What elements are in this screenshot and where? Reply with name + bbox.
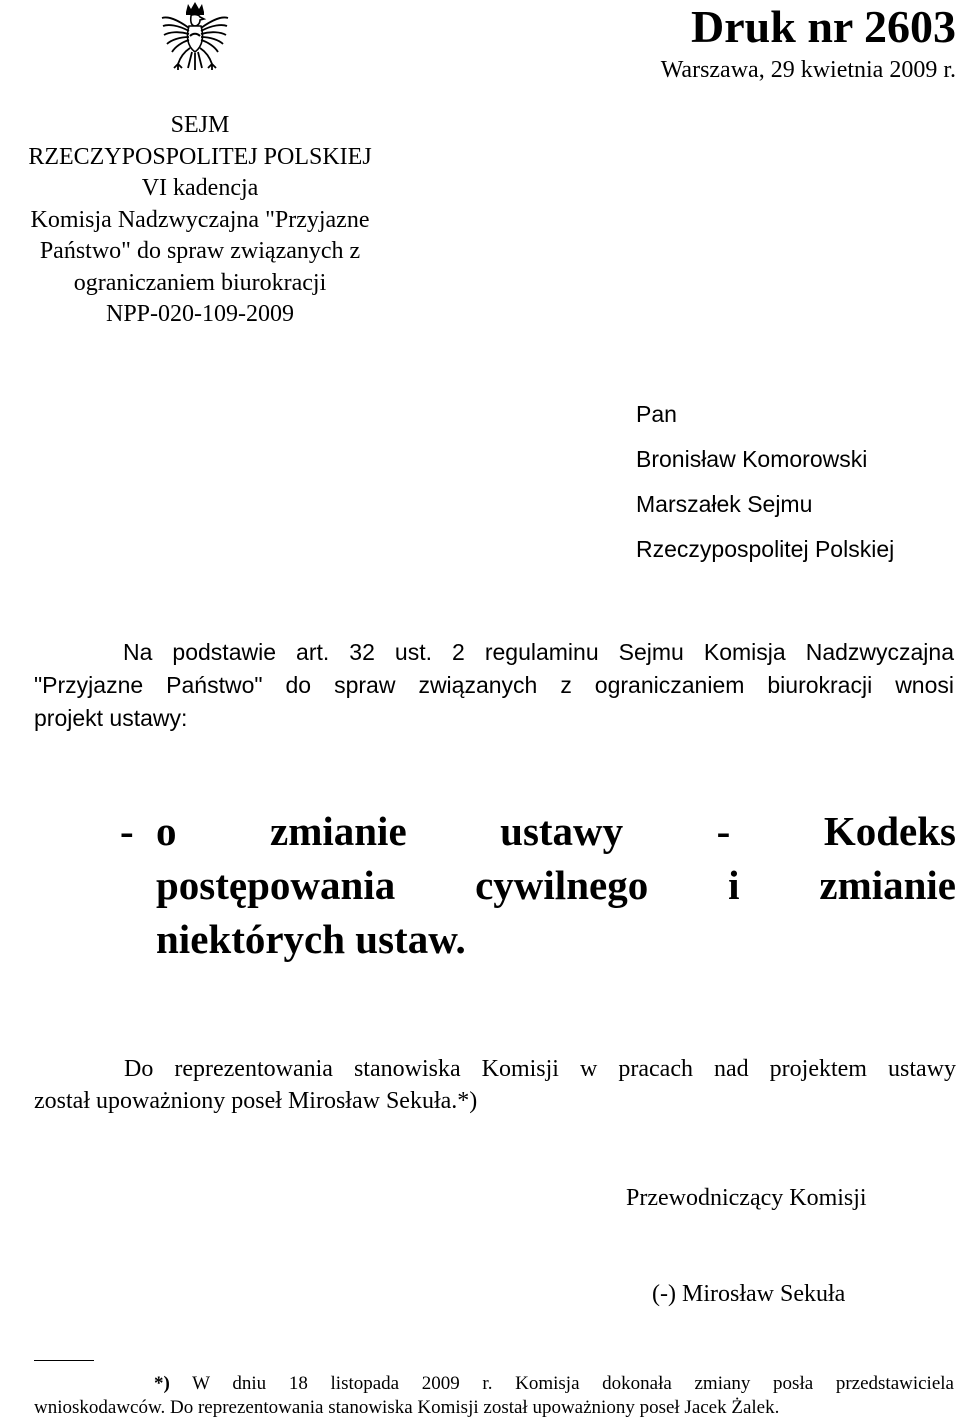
footnote [34, 1372, 954, 1420]
paragraph-line: został upoważniony poseł Mirosław Sekuła.*) [34, 1088, 478, 1114]
bill-dash: - [120, 808, 134, 854]
addressee-line: Marszałek Sejmu [636, 491, 813, 517]
footnote-line [34, 1372, 954, 1396]
addressee-line: Pan [636, 401, 677, 427]
representation-paragraph [34, 1053, 956, 1117]
sender-line: ograniczaniem biurokracji [73, 269, 327, 296]
paragraph-line: Na podstawie art. 32 ust. 2 regulaminu Sejmu Komisja Nadzwyczajna [123, 639, 954, 665]
addressee-line: Rzeczypospolitej Polskiej [636, 536, 895, 562]
footnote-line: wnioskodawców. Do reprezentowania stanowiska Komisji został upoważniony poseł Jacek Żalek. [34, 1397, 780, 1418]
sender-reference-number: NPP-020-109-2009 [105, 301, 294, 327]
place-and-date: Warszawa, 29 kwietnia 2009 r. [660, 57, 956, 83]
bill-title-line: postępowania cywilnego i zmianie [156, 862, 956, 908]
sender-block [0, 110, 400, 331]
bill-title-line: niektórych ustaw. [156, 916, 466, 962]
bill-title-line: o zmianie ustawy - Kodeks [156, 808, 956, 854]
paragraph-line: "Przyjazne Państwo" do spraw związanych z ograniczaniem biurokracji wnosi [34, 672, 954, 698]
sender-line: Komisja Nadzwyczajna "Przyjazne [30, 206, 370, 233]
footnote-marker: *) [154, 1373, 170, 1394]
document-number: Druk nr 2603 [691, 1, 956, 52]
paragraph-line: Do reprezentowania stanowiska Komisji w pracach nad projektem ustawy [124, 1056, 956, 1082]
signature-title: Przewodniczący Komisji [626, 1185, 867, 1211]
polish-eagle-emblem-icon [160, 2, 230, 80]
bill-title [120, 804, 956, 966]
footnote-text: W dniu 18 listopada 2009 r. Komisja dokonała zmiany posła przedstawiciela [192, 1373, 954, 1394]
sender-line: Państwo" do spraw związanych z [39, 238, 361, 264]
footnote-separator [34, 1360, 94, 1361]
signature-name: (-) Mirosław Sekuła [652, 1281, 846, 1307]
sender-line: RZECZYPOSPOLITEJ POLSKIEJ [28, 143, 372, 170]
sender-line: SEJM [170, 112, 230, 138]
addressee-line: Bronisław Komorowski [636, 446, 868, 472]
addressee-block [636, 392, 894, 572]
paragraph-line: projekt ustawy: [34, 705, 188, 731]
intro-paragraph [34, 636, 954, 735]
sender-line: VI kadencja [141, 175, 259, 201]
